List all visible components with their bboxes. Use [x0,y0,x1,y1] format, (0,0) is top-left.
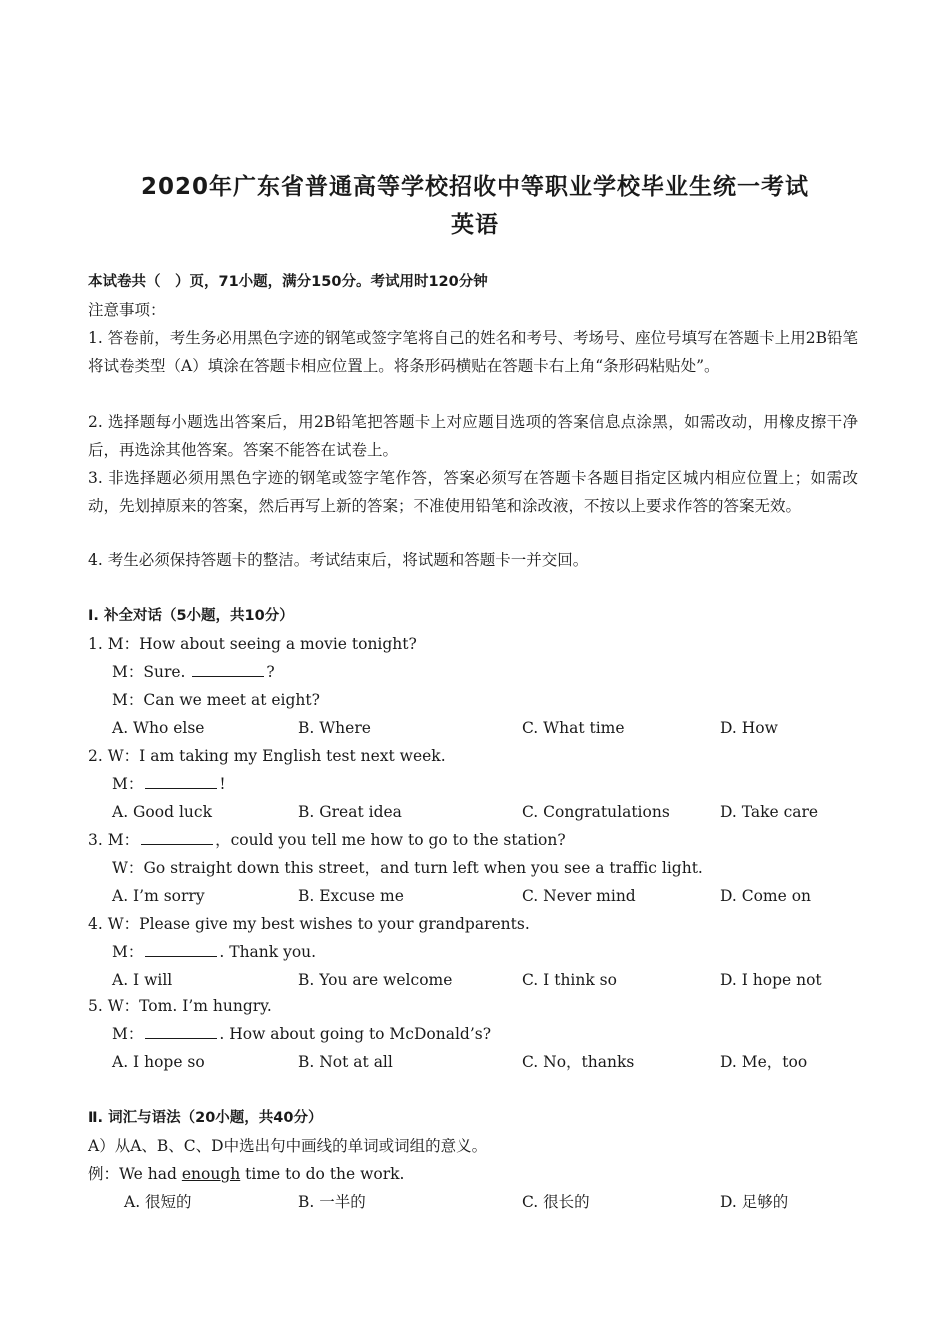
subject-title: 英语 [451,212,499,238]
option-c: C. No，thanks [522,1053,635,1071]
speaker: M： [112,1025,144,1043]
section-heading: Ⅱ. 词汇与语法（20小题，共40分） [88,1110,323,1126]
answer-blank[interactable] [192,658,264,677]
option-b: B. Where [298,719,371,737]
question-line [112,938,316,966]
option-a: A. Good luck [112,803,212,821]
option-a: A. I hope so [112,1053,205,1071]
answer-blank[interactable] [145,1020,217,1039]
speaker: W： [112,859,144,877]
notice-item: 4. 考生必须保持答题卡的整洁。考试结束后，将试题和答题卡一并交回。 [88,551,589,569]
question-line [88,742,446,770]
option-b: B. Excuse me [298,887,404,905]
dialogue-text: I am taking my English test next week. [139,747,446,765]
question-line [112,1020,491,1048]
example-label: 例： [88,1165,120,1183]
question-line [88,630,417,658]
option-b: B. Not at all [298,1053,393,1071]
dialogue-text: Please give my best wishes to your grandparents. [139,915,530,933]
answer-blank[interactable] [145,770,217,789]
dialogue-text: ，could you tell me how to go to the station? [215,831,566,849]
option-d: D. Me，too [720,1053,808,1071]
section-heading: Ⅰ. 补全对话（5小题，共10分） [88,608,294,624]
question-number: 1. [88,635,103,653]
option-a: A. I’m sorry [112,887,205,905]
notice-item: 2. 选择题每小题选出答案后，用2B铅笔把答题卡上对应题目选项的答案信息点涂黑，如需改动，用橡皮擦干净后，再选涂其他答案。答案不能答在试卷上。 [88,413,858,459]
speaker: M： [112,691,144,709]
answer-blank[interactable] [145,938,217,957]
option-d: D. 足够的 [720,1193,789,1211]
speaker: W： [107,997,140,1015]
question-line [88,826,566,854]
option-d: D. How [720,719,778,737]
option-c: C. Congratulations [522,803,670,821]
option-d: D. I hope not [720,971,822,989]
question-number: 4. [88,915,103,933]
question-line [112,658,275,686]
speaker: W： [107,915,140,933]
option-b: B. Great idea [298,803,402,821]
dialogue-text: How about seeing a movie tonight? [139,635,417,653]
notice-heading: 注意事项： [88,301,166,319]
notice-item: 3. 非选择题必须用黑色字迹的钢笔或签字笔作答，答案必须写在答题卡各题目指定区城内相应位置上；如需改动，先划掉原来的答案，然后再写上新的答案；不准使用铅笔和涂改液，不按以上要求作答的答案无效。 [88,469,858,515]
question-number: 3. [88,831,103,849]
question-number: 5. [88,997,103,1015]
exam-title: 2020年广东省普通高等学校招收中等职业学校毕业生统一考试 [140,174,809,200]
example-text: time to do the work. [240,1165,405,1183]
notice-item: 1. 答卷前，考生务必用黑色字迹的钢笔或签字笔将自己的姓名和考号、考场号、座位号填写在答题卡上用2B铅笔将试卷类型（A）填涂在答题卡相应位置上。将条形码横贴在答题卡右上角“条形码粘贴处”。 [88,329,858,375]
question-line [112,770,226,798]
speaker: M： [112,943,144,961]
speaker: M： [107,635,140,653]
option-a: A. I will [112,971,173,989]
option-d: D. Come on [720,887,812,905]
speaker: W： [107,747,140,765]
option-a: A. 很短的 [124,1193,192,1211]
option-b: B. You are welcome [298,971,453,989]
question-line [88,910,530,938]
dialogue-text: ! [219,775,226,793]
answer-blank[interactable] [141,826,213,845]
example-text: We had [119,1165,182,1183]
dialogue-text: ? [266,663,275,681]
option-b: B. 一半的 [298,1193,366,1211]
question-line [88,992,272,1020]
option-c: C. 很长的 [522,1193,590,1211]
question-number: 2. [88,747,103,765]
speaker: M： [112,663,144,681]
option-d: D. Take care [720,803,819,821]
question-line [112,854,703,882]
option-c: C. What time [522,719,625,737]
subsection-instruction: A）从A、B、C、D中选出句中画线的单词或词组的意义。 [88,1137,488,1155]
dialogue-text: . Thank you. [219,943,317,961]
dialogue-text: . How about going to McDonald’s? [219,1025,492,1043]
question-line [112,686,320,714]
option-a: A. Who else [112,719,205,737]
dialogue-text: Sure. [143,663,191,681]
speaker: M： [107,831,140,849]
dialogue-text: Tom. I’m hungry. [139,997,272,1015]
example-sentence [88,1160,404,1188]
dialogue-text: Can we meet at eight? [143,691,320,709]
option-c: C. I think so [522,971,617,989]
option-c: C. Never mind [522,887,636,905]
exam-summary: 本试卷共（ ）页，71小题，满分150分。考试用时120分钟 [88,274,488,290]
underlined-word: enough [181,1165,241,1183]
speaker: M： [112,775,144,793]
dialogue-text: Go straight down this street，and turn left when you see a traffic light. [143,859,703,877]
